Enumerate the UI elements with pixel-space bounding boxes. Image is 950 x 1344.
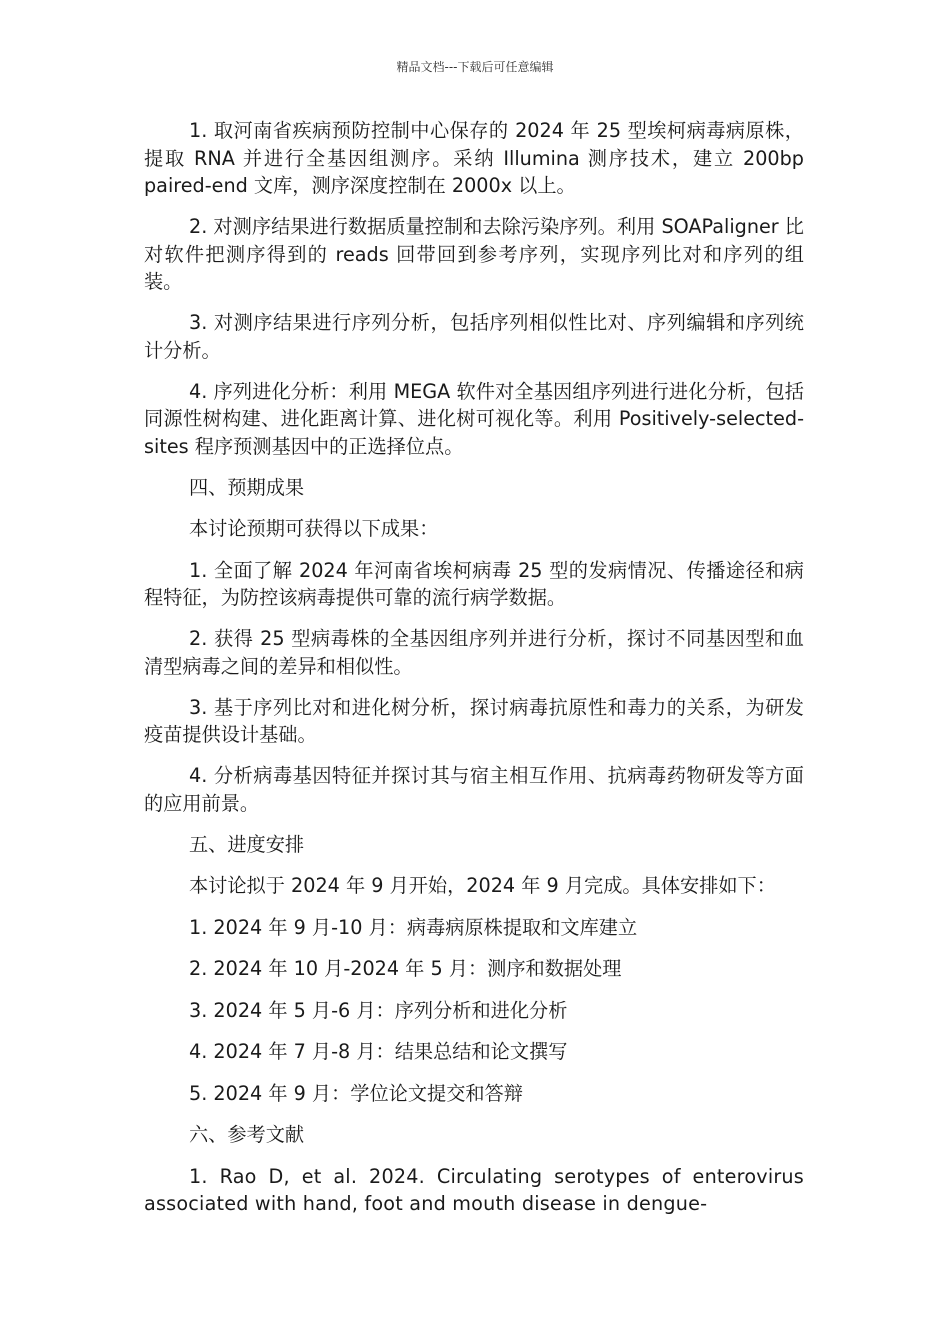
paragraph-result-4: 4. 分析病毒基因特征并探讨其与宿主相互作用、抗病毒药物研发等方面的应用前景。 (144, 764, 804, 815)
page-header: 精品文档---下载后可任意编辑 (396, 60, 554, 74)
paragraph-sequence-analysis: 3. 对测序结果进行序列分析，包括序列相似性比对、序列编辑和序列统计分析。 (144, 311, 804, 362)
paragraph-result-3: 3. 基于序列比对和进化树分析，探讨病毒抗原性和毒力的关系，为研发疫苗提供设计基础。 (144, 695, 804, 746)
document-body (144, 117, 804, 1231)
schedule-item-4: 4. 2024 年 7 月-8 月：结果总结和论文撰写 (189, 1040, 568, 1063)
paragraph-result-2: 2. 获得 25 型病毒株的全基因组序列并进行分析，探讨不同基因型和血清型病毒之间的差异和相似性。 (144, 627, 804, 678)
schedule-item-5: 5. 2024 年 9 月：学位论文提交和答辩 (189, 1081, 523, 1105)
schedule-item-2: 2. 2024 年 10 月-2024 年 5 月：测序和数据处理 (189, 957, 622, 980)
schedule-item-3: 3. 2024 年 5 月-6 月：序列分析和进化分析 (189, 998, 568, 1022)
paragraph-quality-control: 2. 对测序结果进行数据质量控制和去除污染序列。利用 SOAPaligner 比对软件把测序得到的 reads 回带回到参考序列，实现序列比对和序列的组装。 (144, 215, 804, 293)
section-heading-references: 六、参考文献 (189, 1123, 305, 1146)
paragraph-evolution-analysis: 4. 序列进化分析：利用 MEGA 软件对全基因组序列进行进化分析，包括同源性树构建、进化距离计算、进化树可视化等。利用 Positively-selected-sites 程序预测基因中的正选择位点。 (144, 379, 804, 458)
paragraph-sequencing: 1. 取河南省疾病预防控制中心保存的 2024 年 25 型埃柯病毒病原株，提取 RNA 并进行全基因组测序。采纳 Illumina 测序技术，建立 200bp paired-end 文库，测序深度控制在 2000x 以上。 (144, 119, 804, 197)
paragraph-results-intro: 本讨论预期可获得以下成果： (189, 517, 439, 540)
section-heading-expected-results: 四、预期成果 (189, 475, 305, 499)
reference-item-1: 1. Rao D, et al. 2024. Circulating serotypes of enterovirus associated with hand, foot and mouth disease in dengue- (144, 1164, 804, 1215)
paragraph-result-1: 1. 全面了解 2024 年河南省埃柯病毒 25 型的发病情况、传播途径和病程特征，为防控该病毒提供可靠的流行病学数据。 (144, 558, 804, 609)
section-heading-schedule: 五、进度安排 (189, 832, 305, 856)
schedule-item-1: 1. 2024 年 9 月-10 月：病毒病原株提取和文库建立 (189, 915, 638, 939)
paragraph-schedule-intro: 本讨论拟于 2024 年 9 月开始，2024 年 9 月完成。具体安排如下： (189, 874, 776, 897)
